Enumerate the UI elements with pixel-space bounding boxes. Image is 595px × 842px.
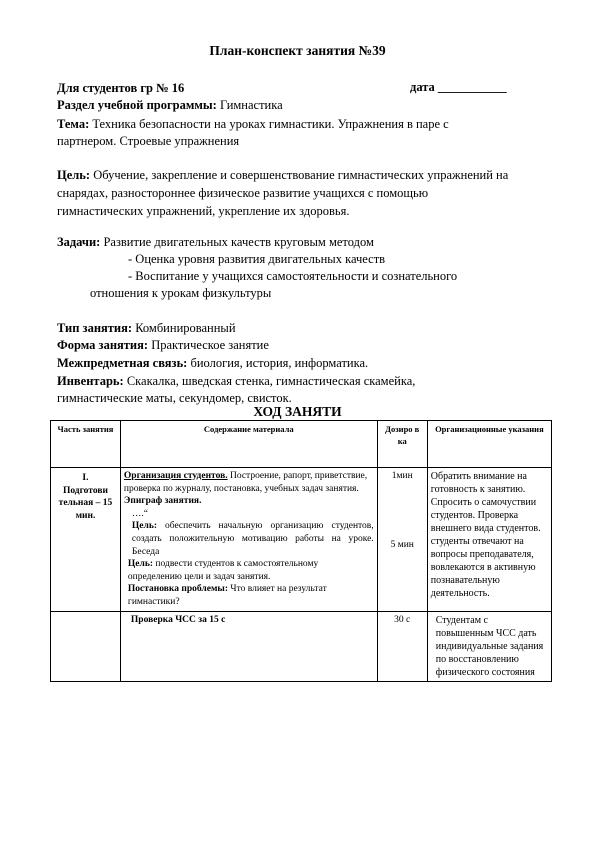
notes-cell: Студентам с повышенным ЧСС дать индивидуальные задания по восстановлению физического состояния xyxy=(427,611,551,681)
tasks-line-2: - Оценка уровня развития двигательных качеств xyxy=(128,252,386,266)
epigraph-label: Эпиграф занятия. xyxy=(123,496,202,507)
table-row xyxy=(51,468,552,612)
dosage-cell: 30 с xyxy=(377,611,427,681)
goal2-label: Цель: xyxy=(127,559,154,570)
header-content: Содержание материала xyxy=(120,421,377,468)
section-label: Раздел учебной программы: xyxy=(57,98,217,112)
inventory-label: Инвентарь: xyxy=(57,374,124,388)
students-group-line: Для студентов гр № 16 xyxy=(57,81,185,95)
goal1-text: обеспечить начальную организацию студентов, создать положительную мотивацию работы на уроке. Беседа xyxy=(131,521,374,557)
interdisciplinary-line xyxy=(57,355,368,371)
stage-cell xyxy=(51,468,121,612)
tasks-line-3: - Воспитание у учащихся самостоятельности и сознательного xyxy=(128,269,458,283)
table-row xyxy=(51,611,552,681)
topic-line-1 xyxy=(57,116,449,132)
dose-1: 1мин xyxy=(391,471,413,481)
inventory-line-2: гимнастические маты, секундомер, свисток. xyxy=(57,391,292,405)
lesson-type-value: Комбинированный xyxy=(132,321,236,335)
lesson-form-line xyxy=(57,337,269,353)
interdisciplinary-value: биология, история, информатика. xyxy=(187,356,369,370)
goal-line-2: снарядах, разностороннее физическое развитие учащихся с помощью xyxy=(57,186,429,200)
problem-label: Постановка проблемы: xyxy=(127,584,229,595)
lesson-type-line xyxy=(57,320,236,336)
section-value: Гимнастика xyxy=(216,98,283,112)
interdisciplinary-label: Межпредметная связь: xyxy=(57,356,188,370)
table-header-row xyxy=(51,421,552,468)
tasks-label: Задачи: xyxy=(57,235,101,249)
lesson-course-heading: ХОД ЗАНЯТИ xyxy=(253,404,342,419)
stage-name: Подготови тельная – 15 мин. xyxy=(58,485,113,521)
org-label: Организация студентов. xyxy=(123,471,228,481)
inventory-value-1: Скакалка, шведская стенка, гимнастическая скамейка, xyxy=(123,374,416,388)
topic-label: Тема: xyxy=(57,117,90,131)
document-title: План-конспект занятия №39 xyxy=(209,43,386,58)
lesson-type-label: Тип занятия: xyxy=(57,321,133,335)
goal-line-1 xyxy=(57,167,508,183)
epigraph-text: ….“ xyxy=(131,508,149,519)
content-cell xyxy=(120,468,377,612)
tasks-line-1 xyxy=(57,234,374,250)
goal-label: Цель: xyxy=(57,168,91,182)
date-line: дата ___________ xyxy=(410,80,507,94)
content-cell: Проверка ЧСС за 15 с xyxy=(120,611,377,681)
tasks-line-4: отношения к урокам физкультуры xyxy=(90,286,272,300)
section-line xyxy=(57,97,283,113)
lesson-form-label: Форма занятия: xyxy=(57,338,149,352)
dose-2: 5 мин xyxy=(390,539,414,550)
goal-line-3: гимнастических упражнений, укрепление их здоровья. xyxy=(57,204,350,218)
notes-cell: Обратить внимание на готовность к занятию. Спросить о самочуствии студентов. Проверка внешнего вида студентов. студенты отвечают на вопросы преподавателя, вовлекаются в активную познавательную деятельность. xyxy=(427,468,551,612)
goal-value-1: Обучение, закрепление и совершенствование гимнастических упражнений на xyxy=(90,168,509,182)
goal1-label: Цель: xyxy=(131,521,158,532)
stage-cell-empty xyxy=(51,611,121,681)
org-text: Построение, рапорт, приветствие, проверка по журналу, постановка, учебных задач занятия. xyxy=(123,471,368,494)
topic-value-1: Техника безопасности на уроках гимнастики. Упражнения в паре с xyxy=(89,117,449,131)
header-notes: Организационные указания xyxy=(427,421,551,468)
header-dosage: Дозиро в ка xyxy=(377,421,427,468)
tasks-value-1: Развитие двигательных качеств круговым методом xyxy=(100,235,374,249)
goal2-text: подвести студентов к самостоятельному определению цели и задач занятия. xyxy=(127,559,319,582)
problem-text: Что влияет на результат гимнастики? xyxy=(127,584,327,607)
lesson-plan-table xyxy=(50,420,552,682)
inventory-line-1 xyxy=(57,373,415,389)
lesson-form-value: Практическое занятие xyxy=(148,338,269,352)
stage-number: I. xyxy=(82,473,89,483)
dosage-cell xyxy=(377,468,427,612)
topic-line-2: партнером. Строевые упражнения xyxy=(57,134,240,148)
header-part: Часть занятия xyxy=(51,421,121,468)
